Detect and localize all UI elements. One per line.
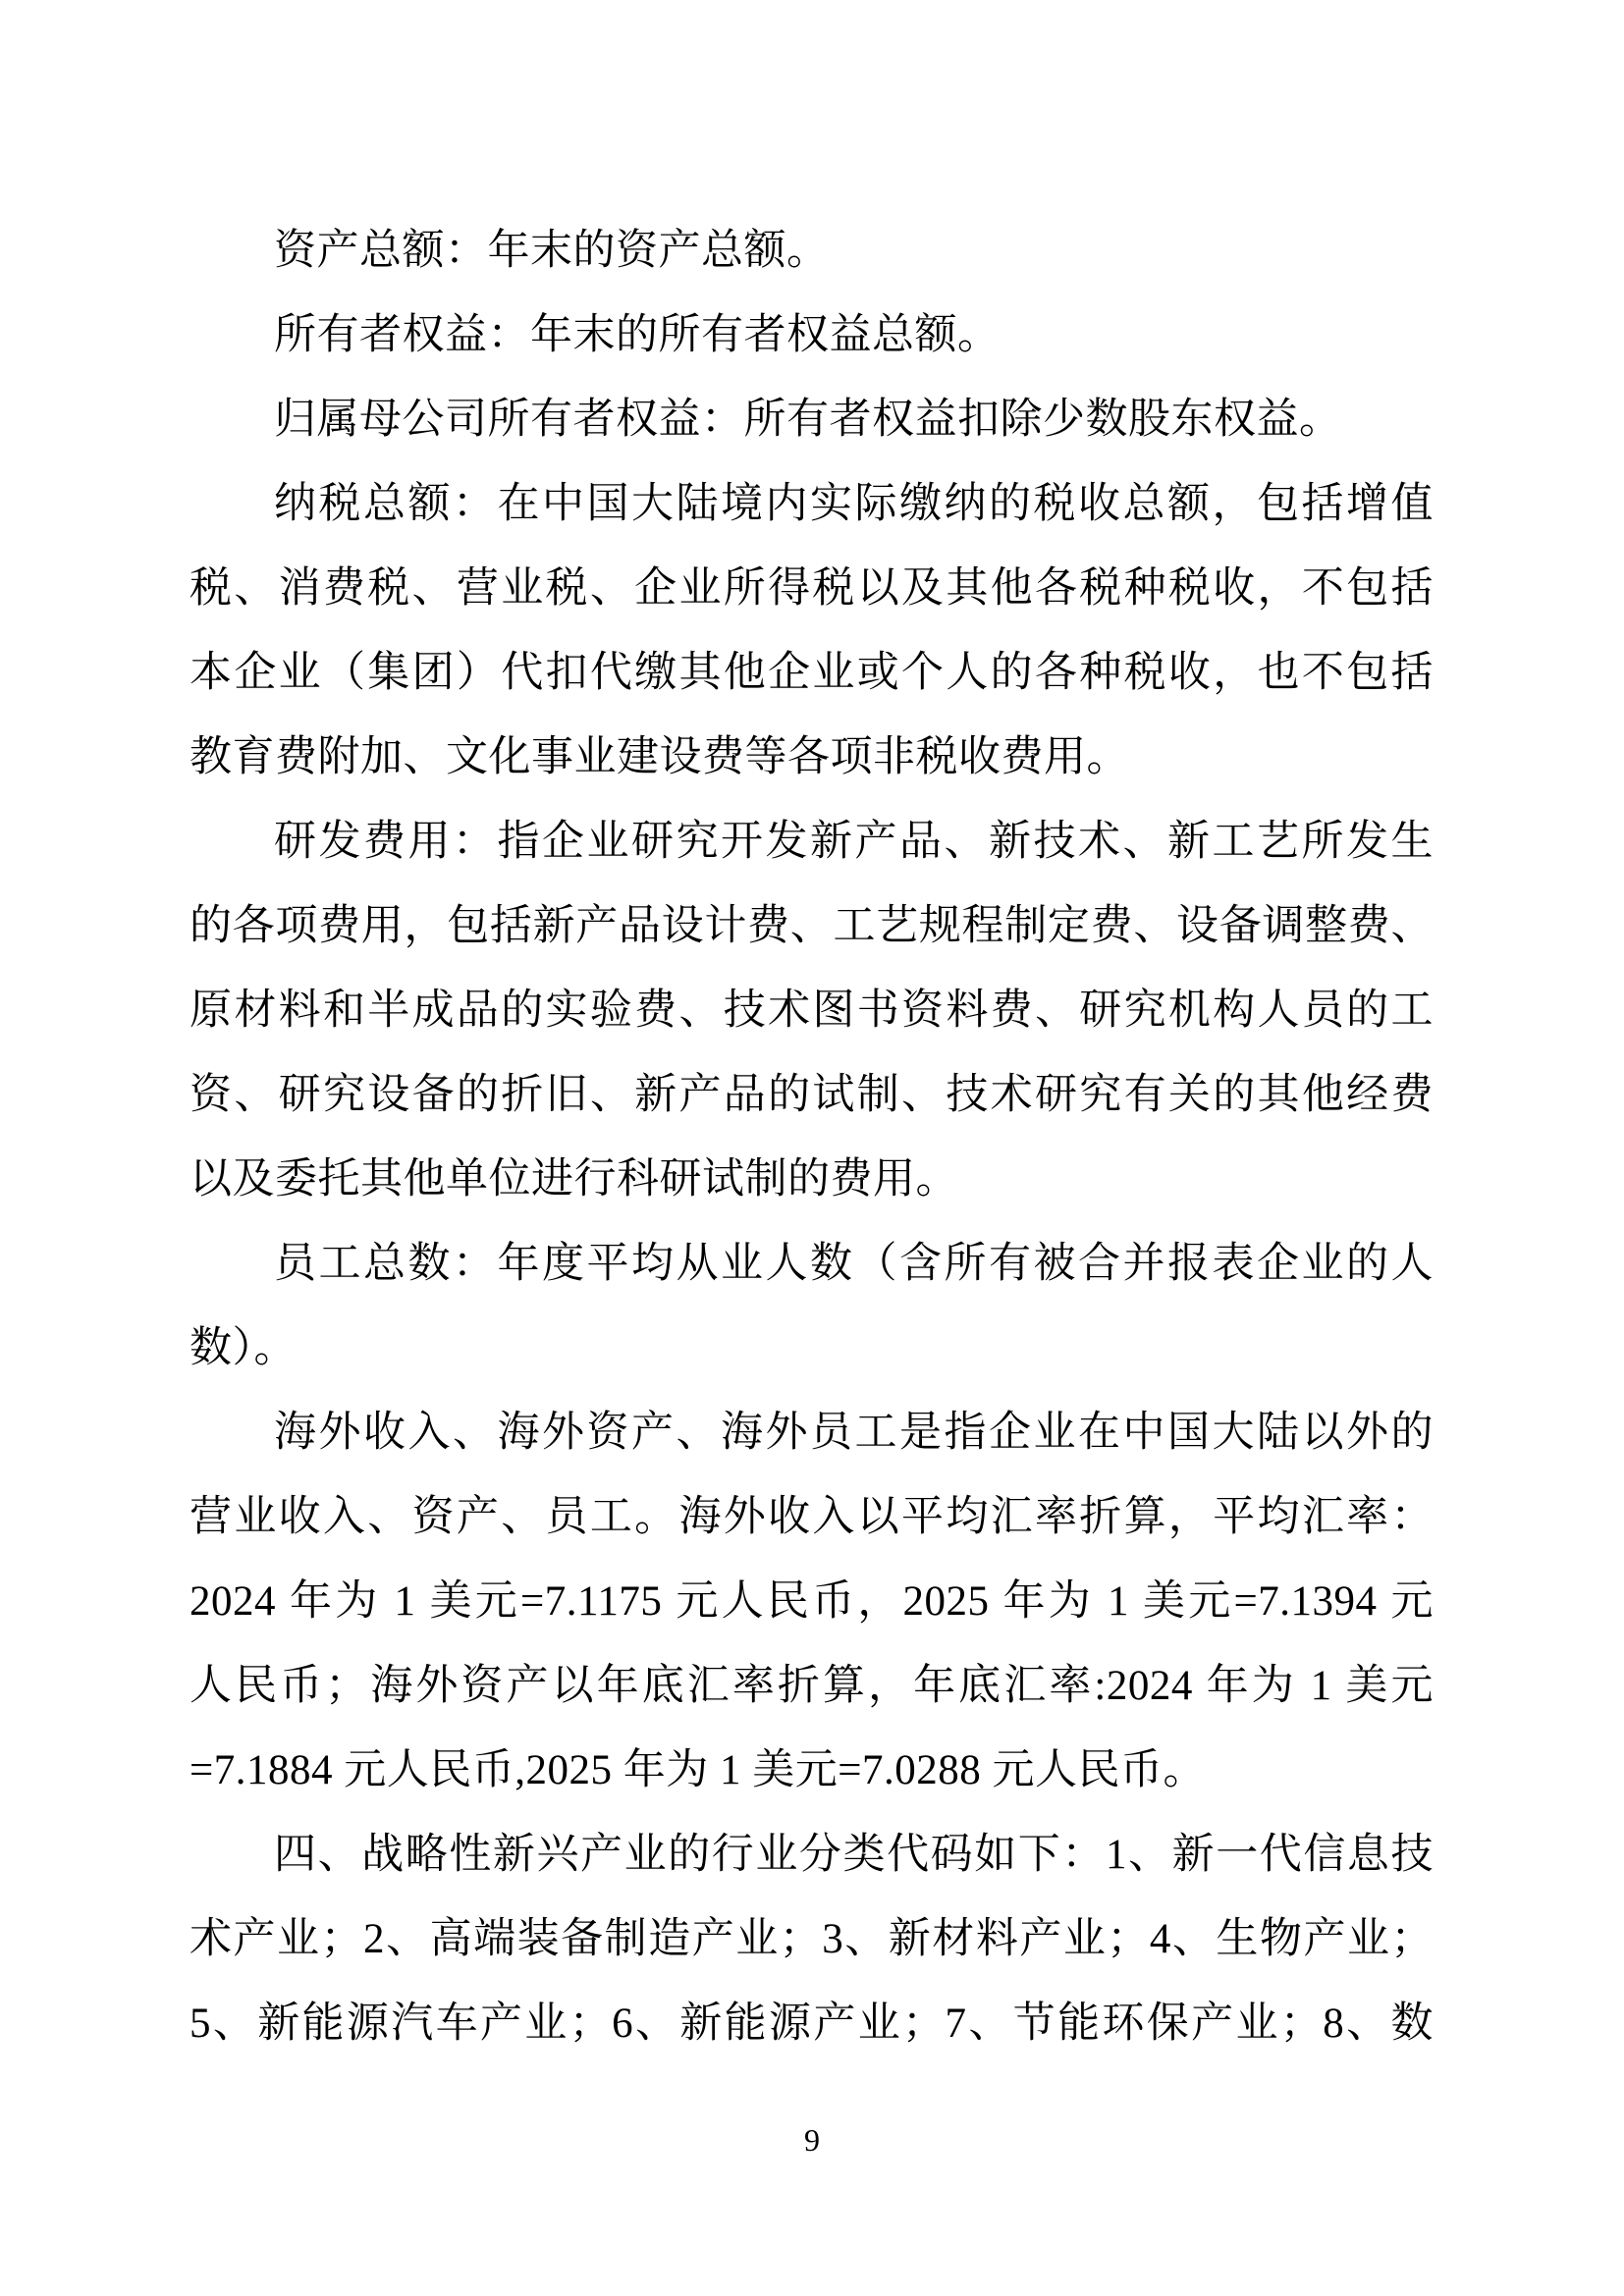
text-line: 四、战略性新兴产业的行业分类代码如下：1、新一代信息技 bbox=[274, 1832, 1434, 1878]
text-line: 海外收入、海外资产、海外员工是指企业在中国大陆以外的 bbox=[274, 1410, 1434, 1456]
text-line: 纳税总额：在中国大陆境内实际缴纳的税收总额，包括增值 bbox=[274, 481, 1434, 527]
text-line: 营业收入、资产、员工。海外收入以平均汇率折算，平均汇率： bbox=[189, 1494, 1434, 1540]
text-line: 以及委托其他单位进行科研试制的费用。 bbox=[189, 1156, 958, 1202]
text-line: 资、研究设备的折旧、新产品的试制、技术研究有关的其他经费 bbox=[189, 1072, 1434, 1118]
text-line: 原材料和半成品的实验费、技术图书资料费、研究机构人员的工 bbox=[189, 988, 1434, 1034]
text-line: 资产总额：年末的资产总额。 bbox=[274, 228, 830, 274]
text-line: 术产业；2、高端装备制造产业；3、新材料产业；4、生物产业； bbox=[189, 1916, 1434, 1962]
text-line: 2024 年为 1 美元=7.1175 元人民币，2025 年为 1 美元=7.1394 元 bbox=[189, 1578, 1434, 1625]
text-line: 归属母公司所有者权益：所有者权益扣除少数股东权益。 bbox=[274, 397, 1342, 443]
text-line: 税、消费税、营业税、企业所得税以及其他各税种税收，不包括 bbox=[189, 565, 1434, 612]
text-line: 研发费用：指企业研究开发新产品、新技术、新工艺所发生 bbox=[274, 819, 1434, 865]
text-line: 5、新能源汽车产业；6、新能源产业；7、节能环保产业；8、数 bbox=[189, 2001, 1434, 2047]
text-line: =7.1884 元人民币,2025 年为 1 美元=7.0288 元人民币。 bbox=[189, 1747, 1207, 1793]
text-line: 本企业（集团）代扣代缴其他企业或个人的各种税收，也不包括 bbox=[189, 650, 1434, 696]
body-text bbox=[189, 209, 1434, 2066]
page-number: 9 bbox=[804, 2122, 820, 2158]
text-line: 所有者权益：年末的所有者权益总额。 bbox=[274, 312, 1001, 358]
text-line: 人民币；海外资产以年底汇率折算，年底汇率:2024 年为 1 美元 bbox=[189, 1663, 1434, 1709]
text-line: 教育费附加、文化事业建设费等各项非税收费用。 bbox=[189, 734, 1129, 780]
text-line: 员工总数：年度平均从业人数（含所有被合并报表企业的人 bbox=[274, 1241, 1434, 1287]
text-line: 数）。 bbox=[189, 1325, 297, 1371]
text-line: 的各项费用，包括新产品设计费、工艺规程制定费、设备调整费、 bbox=[189, 903, 1434, 949]
